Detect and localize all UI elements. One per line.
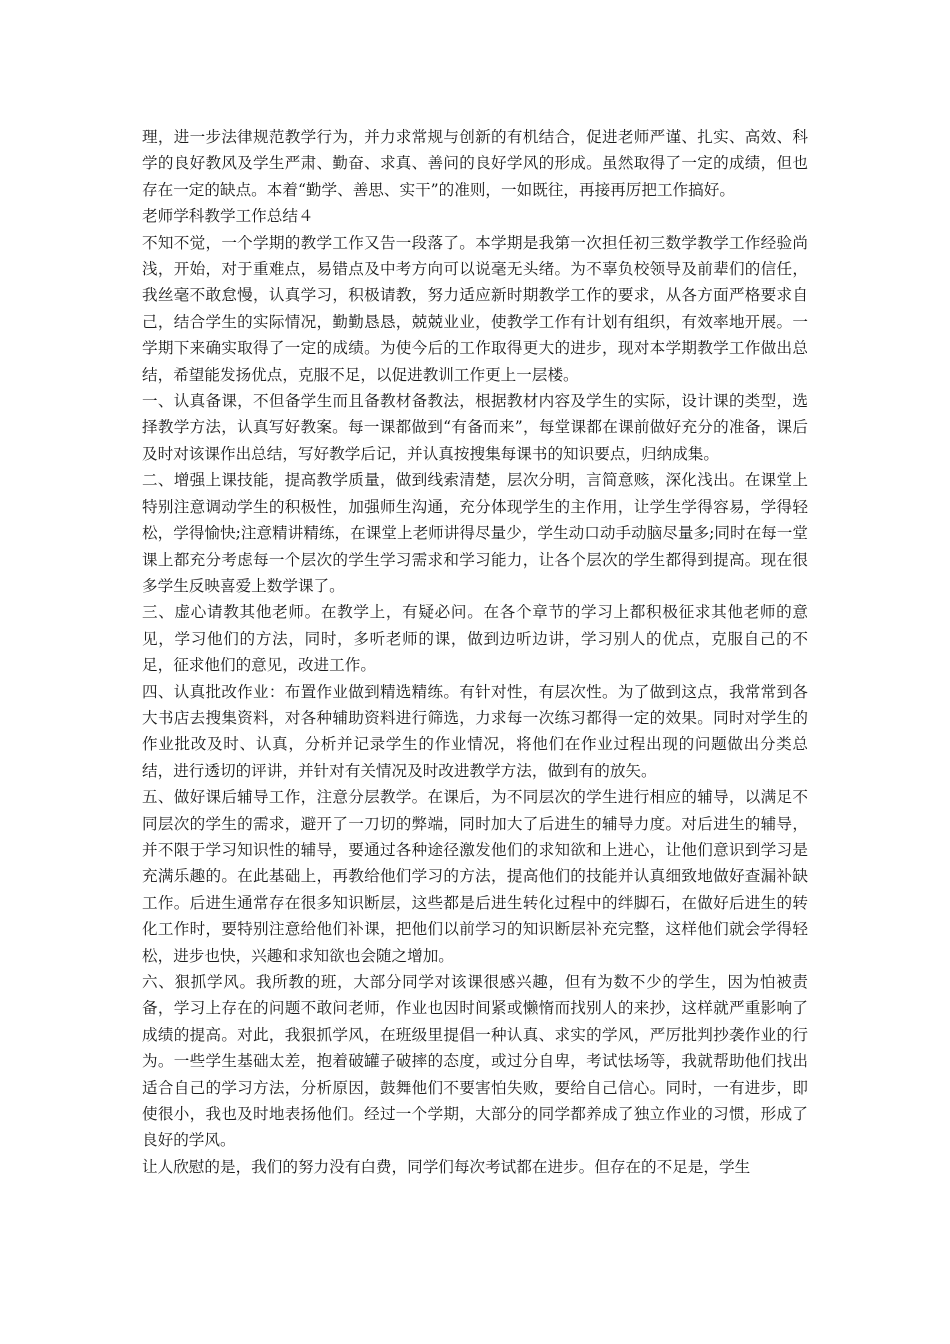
paragraph-study-style: 六、狠抓学风。我所教的班，大部分同学对该课很感兴趣，但有为数不少的学生，因为怕被责备，学习上存在的问题不敢问老师，作业也因时间紧或懒惰而找别人的来抄，这样就严重影响了成绩的提高。对此，我狠抓学风，在班级里提倡一种认真、求实的学风，严厉批判抄袭作业的行为。一些学生基础太差，抱着破罐子破摔的态度，或过分自卑，考试怯场等，我就帮助他们找出适合自己的学习方法，分析原因，鼓舞他们不要害怕失败，要给自己信心。同时，一有进步，即使很小，我也及时地表扬他们。经过一个学期，大部分的同学都养成了独立作业的习惯，形成了良好的学风。	[142, 973, 808, 1150]
paragraph-homework-grading: 四、认真批改作业：布置作业做到精选精练。有针对性，有层次性。为了做到这点，我常常到各大书店去搜集资料，对各种辅助资料进行筛选，力求每一次练习都得一定的效果。同时对学生的作业批改及时、认真，分析并记录学生的作业情况，将他们在作业过程出现的问题做出分类总结，进行透切的评讲，并针对有关情况及时改进教学方法，做到有的放矢。	[142, 682, 808, 780]
intro-paragraph: 理，进一步法律规范教学行为，并力求常规与创新的有机结合，促进老师严谨、扎实、高效、科学的良好教风及学生严肃、勤奋、求真、善问的良好学风的形成。虽然取得了一定的成绩，但也存在一定的缺点。本着“勤学、善思、实干”的准则，一如既往，再接再厉把工作搞好。	[142, 128, 808, 199]
paragraph-opening: 不知不觉，一个学期的教学工作又告一段落了。本学期是我第一次担任初三数学教学工作经验尚浅，开始，对于重难点，易错点及中考方向可以说毫无头绪。为不辜负校领导及前辈们的信任，我丝毫不敢怠慢，认真学习，积极请教，努力适应新时期教学工作的要求，从各方面严格要求自己，结合学生的实际情况，勤勤恳恳，兢兢业业，使教学工作有计划有组织，有效率地开展。一学期下来确实取得了一定的成绩。为使今后的工作取得更大的进步，现对本学期教学工作做出总结，希望能发扬优点，克服不足，以促进教训工作更上一层楼。	[142, 233, 808, 384]
paragraph-closing: 让人欣慰的是，我们的努力没有白费，同学们每次考试都在进步。但存在的不足是，学生	[142, 1157, 751, 1176]
document-page	[142, 124, 808, 1180]
paragraph-class-skills: 二、增强上课技能，提高教学质量，做到线索清楚，层次分明，言简意赅，深化浅出。在课堂上特别注意调动学生的积极性，加强师生沟通，充分体现学生的主作用，让学生学得容易，学得轻松，学得愉快;注意精讲精练，在课堂上老师讲得尽量少，学生动口动手动脑尽量多;同时在每一堂课上都充分考虑每一个层次的学生学习需求和学习能力，让各个层次的学生都得到提高。现在很多学生反映喜爱上数学课了。	[142, 471, 808, 595]
section-title: 老师学科教学工作总结４	[142, 207, 314, 226]
paragraph-consult-teachers: 三、虚心请教其他老师。在教学上，有疑必问。在各个章节的学习上都积极征求其他老师的意见，学习他们的方法，同时，多听老师的课，做到边听边讲，学习别人的优点，克服自己的不足，征求他们的意见，改进工作。	[142, 603, 808, 675]
paragraph-after-class-tutoring: 五、做好课后辅导工作，注意分层教学。在课后，为不同层次的学生进行相应的辅导，以满足不同层次的学生的需求，避开了一刀切的弊端，同时加大了后进生的辅导力度。对后进生的辅导，并不限于学习知识性的辅导，要通过各种途径激发他们的求知欲和上进心，让他们意识到学习是充满乐趣的。在此基础上，再教给他们学习的方法，提高他们的技能并认真细致地做好查漏补缺工作。后进生通常存在很多知识断层，这些都是后进生转化过程中的绊脚石，在做好后进生的转化工作时，要特别注意给他们补课，把他们以前学习的知识断层补充完整，这样他们就会学得轻松，进步也快，兴趣和求知欲也会随之增加。	[142, 788, 808, 965]
paragraph-lesson-prep: 一、认真备课，不但备学生而且备教材备教法，根据教材内容及学生的实际，设计课的类型，选择教学方法，认真写好教案。每一课都做到“有备而来”，每堂课都在课前做好充分的准备，课后及时对该课作出总结，写好教学后记，并认真按搜集每课书的知识要点，归纳成集。	[142, 392, 808, 463]
